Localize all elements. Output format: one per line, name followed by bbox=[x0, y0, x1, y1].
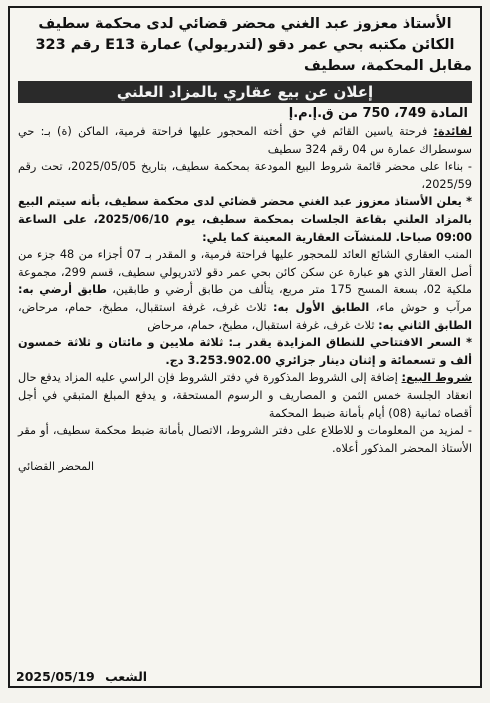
header-line-1: الأستاذ معزوز عبد الغني محضر قضائي لدى محكمة سطيف bbox=[38, 16, 452, 32]
beneficiary-text: فرحتة ياسين القائم في حق أخته المحجور عليها فراحتة فرمية، الماكن (ة) بـ: حي سوسطراك عمارة س 04 رقم 324 سطيف bbox=[18, 125, 472, 156]
beneficiary-paragraph bbox=[18, 123, 472, 158]
auction-notice-paragraph: * يعلن الأستاذ معزوز عبد الغني محضر قضائي لدى محكمة سطيف، بأنه سيتم البيع بالمزاد العلني بقاعة الجلسات بمحكمة سطيف، يوم 2025/06/10، على الساعة 09:00 صباحا. للمنشآت العقارية المعينة كما يلي: bbox=[18, 195, 472, 244]
legal-articles-subtitle: المادة 749، 750 من ق.إ.م.إ bbox=[288, 106, 468, 121]
announcement-page bbox=[8, 6, 482, 688]
publication-footer bbox=[16, 669, 153, 684]
sale-conditions-paragraph bbox=[18, 369, 472, 422]
bailiff-header bbox=[18, 14, 472, 77]
opening-price-paragraph: * السعر الافتتاحي للنطاق المزايدة يقدر بـ: ثلاثة ملايين و مائتان و ثلاثة خمسون ألف و تسعمائة و إثنان دينار جزائري 3.253.902.00 دج. bbox=[18, 336, 472, 367]
contact-paragraph: - لمزيد من المعلومات و للاطلاع على دفتر الشروط، الاتصال بأمانة ضبط محكمة سطيف، أو مقر الأستاذ المحضر المذكور أعلاه. bbox=[18, 424, 472, 455]
publication-date: 2025/05/19 bbox=[16, 669, 95, 684]
newspaper-name: الشعب bbox=[105, 669, 148, 684]
ground-floor-text: مرآب و حوش ماء، bbox=[369, 300, 472, 314]
property-text-a: المنب العقاري الشائع العائد للمحجور عليها فراحتة فرمية، و المقدر بـ 07 أجزاء من 48 جزء من أصل العقار الذي هو عبارة عن سكن كائن بحي عمر دقو لاتدريولي سطيف، قسم 299، مجموعة ملكية 02، بسعة المسح 175 متر مربع، يتألف من طابق أرضي و طابقين، bbox=[18, 248, 472, 297]
announcement-title-banner: إعلان عن بيع عقاري بالمزاد العلني bbox=[18, 81, 472, 103]
header-line-2: الكائن مكتبه بحي عمر دقو (لتدريولي) عمارة E13 رقم 323 bbox=[35, 37, 455, 53]
header-line-3: مقابل المحكمة، سطيف bbox=[304, 58, 472, 74]
beneficiary-label: لفائدة: bbox=[433, 125, 472, 138]
bailiff-signature: المحضر القضائي bbox=[18, 460, 95, 474]
sale-conditions-label: شروط البيع: bbox=[401, 371, 472, 385]
first-floor-text: ثلاث غرف، غرفة استقبال، مطبخ، حمام، مرحاض، bbox=[18, 300, 274, 314]
announcement-body bbox=[18, 123, 472, 476]
sale-conditions-text: إضافة إلى الشروط المذكورة في دفتر الشروط فإن الراسي عليه المزاد يدفع حال انعقاد الجلسة خمس الثمن و المصاريف و الرسوم المستحقة، و يدفع المبلغ المتبقي في أجل أقصاه ثمانية (08) أيام بأمانة ضبط المحكمة bbox=[18, 371, 472, 420]
first-floor-label: الطابق الأول به: bbox=[273, 300, 370, 314]
second-floor-label: الطابق الثاني به: bbox=[378, 318, 472, 332]
property-description-paragraph bbox=[18, 246, 472, 334]
second-floor-text: ثلاث غرف، غرفة استقبال، مطبخ، حمام، مرحاض bbox=[147, 318, 379, 332]
ground-floor-label: طابق أرضي به: bbox=[18, 283, 107, 297]
conditions-list-paragraph: - بناءا على محضر قائمة شروط البيع المودعة بمحكمة سطيف، بتاريخ 2025/05/05، تحت رقم 2025/59، bbox=[18, 160, 472, 191]
